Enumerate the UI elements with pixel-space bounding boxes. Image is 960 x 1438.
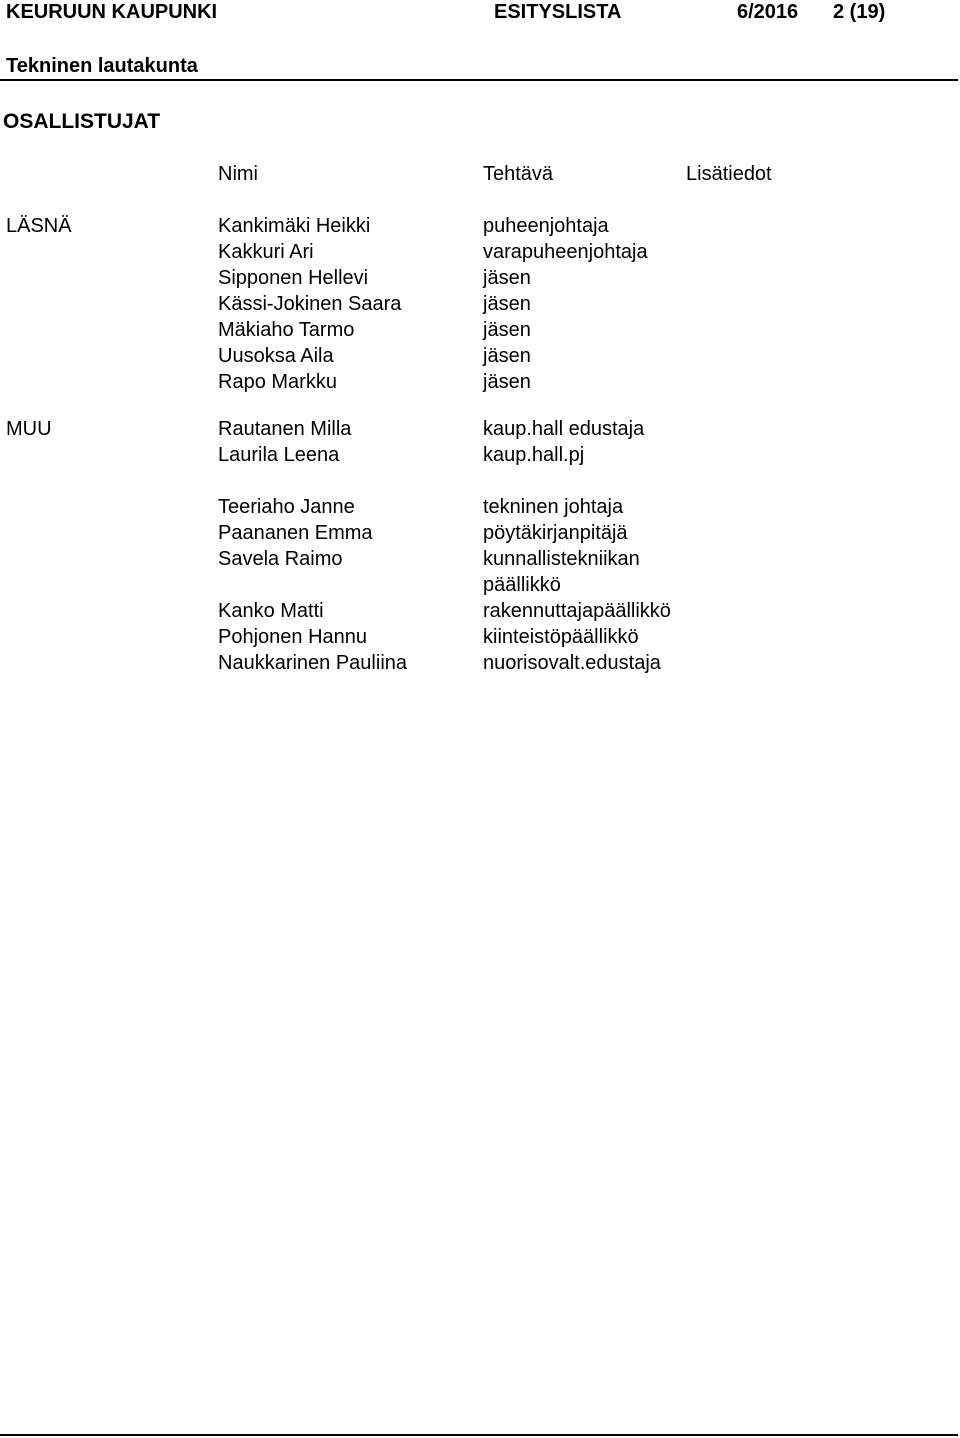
participant-row (0, 291, 960, 317)
participant-name: Paananen Emma (218, 522, 373, 544)
column-header-row (0, 161, 960, 187)
participant-name: Sipponen Hellevi (218, 267, 369, 289)
participant-name: Kakkuri Ari (218, 241, 314, 263)
participant-role: kunnallistekniikan (483, 548, 640, 570)
column-header-info: Lisätiedot (686, 163, 772, 185)
participant-role: kaup.hall edustaja (483, 418, 645, 440)
participant-name: Mäkiaho Tarmo (218, 319, 355, 341)
participant-name: Rapo Markku (218, 371, 337, 393)
participant-row (0, 598, 960, 624)
participant-name: Kankimäki Heikki (218, 215, 371, 237)
participant-row (0, 317, 960, 343)
column-header-name: Nimi (218, 163, 258, 185)
group-label-present: LÄSNÄ (6, 215, 72, 237)
participant-row (0, 520, 960, 546)
participant-role: jäsen (483, 267, 531, 289)
participant-row (0, 265, 960, 291)
organization-name: KEURUUN KAUPUNKI (6, 1, 218, 23)
participant-row (0, 650, 960, 676)
participant-row (0, 546, 960, 572)
page-number: 2 (19) (833, 1, 886, 23)
header-divider (0, 79, 958, 81)
participant-role: jäsen (483, 371, 531, 393)
participant-row (0, 369, 960, 395)
participant-role: puheenjohtaja (483, 215, 609, 237)
participant-row (0, 343, 960, 369)
participant-row (0, 239, 960, 265)
meeting-number: 6/2016 (737, 1, 799, 23)
participant-row (0, 213, 960, 239)
participant-role: jäsen (483, 293, 531, 315)
participant-role: varapuheenjohtaja (483, 241, 648, 263)
participant-row (0, 572, 960, 598)
participant-role: pöytäkirjanpitäjä (483, 522, 628, 544)
participant-role: kiinteistöpäällikkö (483, 626, 639, 648)
participant-name: Laurila Leena (218, 444, 340, 466)
participant-role: rakennuttajapäällikkö (483, 600, 671, 622)
participant-name: Pohjonen Hannu (218, 626, 368, 648)
committee-name: Tekninen lautakunta (6, 55, 198, 77)
participant-name: Uusoksa Aila (218, 345, 334, 367)
participant-role: jäsen (483, 345, 531, 367)
participant-name: Savela Raimo (218, 548, 343, 570)
participant-name: Rautanen Milla (218, 418, 352, 440)
participant-name: Kanko Matti (218, 600, 324, 622)
participant-row (0, 416, 960, 442)
participant-row (0, 494, 960, 520)
participant-row (0, 624, 960, 650)
participant-role: päällikkö (483, 574, 561, 596)
participant-row (0, 442, 960, 468)
participant-name: Naukkarinen Pauliina (218, 652, 408, 674)
participant-role: nuorisovalt.edustaja (483, 652, 661, 674)
participant-role: tekninen johtaja (483, 496, 624, 518)
participant-role: jäsen (483, 319, 531, 341)
participant-name: Kässi-Jokinen Saara (218, 293, 402, 315)
footer-divider (0, 1434, 958, 1436)
column-header-role: Tehtävä (483, 163, 554, 185)
participant-role: kaup.hall.pj (483, 444, 585, 466)
section-title: OSALLISTUJAT (3, 110, 161, 133)
document-type: ESITYSLISTA (494, 1, 622, 23)
participant-name: Teeriaho Janne (218, 496, 355, 518)
group-label-other: MUU (6, 418, 52, 440)
